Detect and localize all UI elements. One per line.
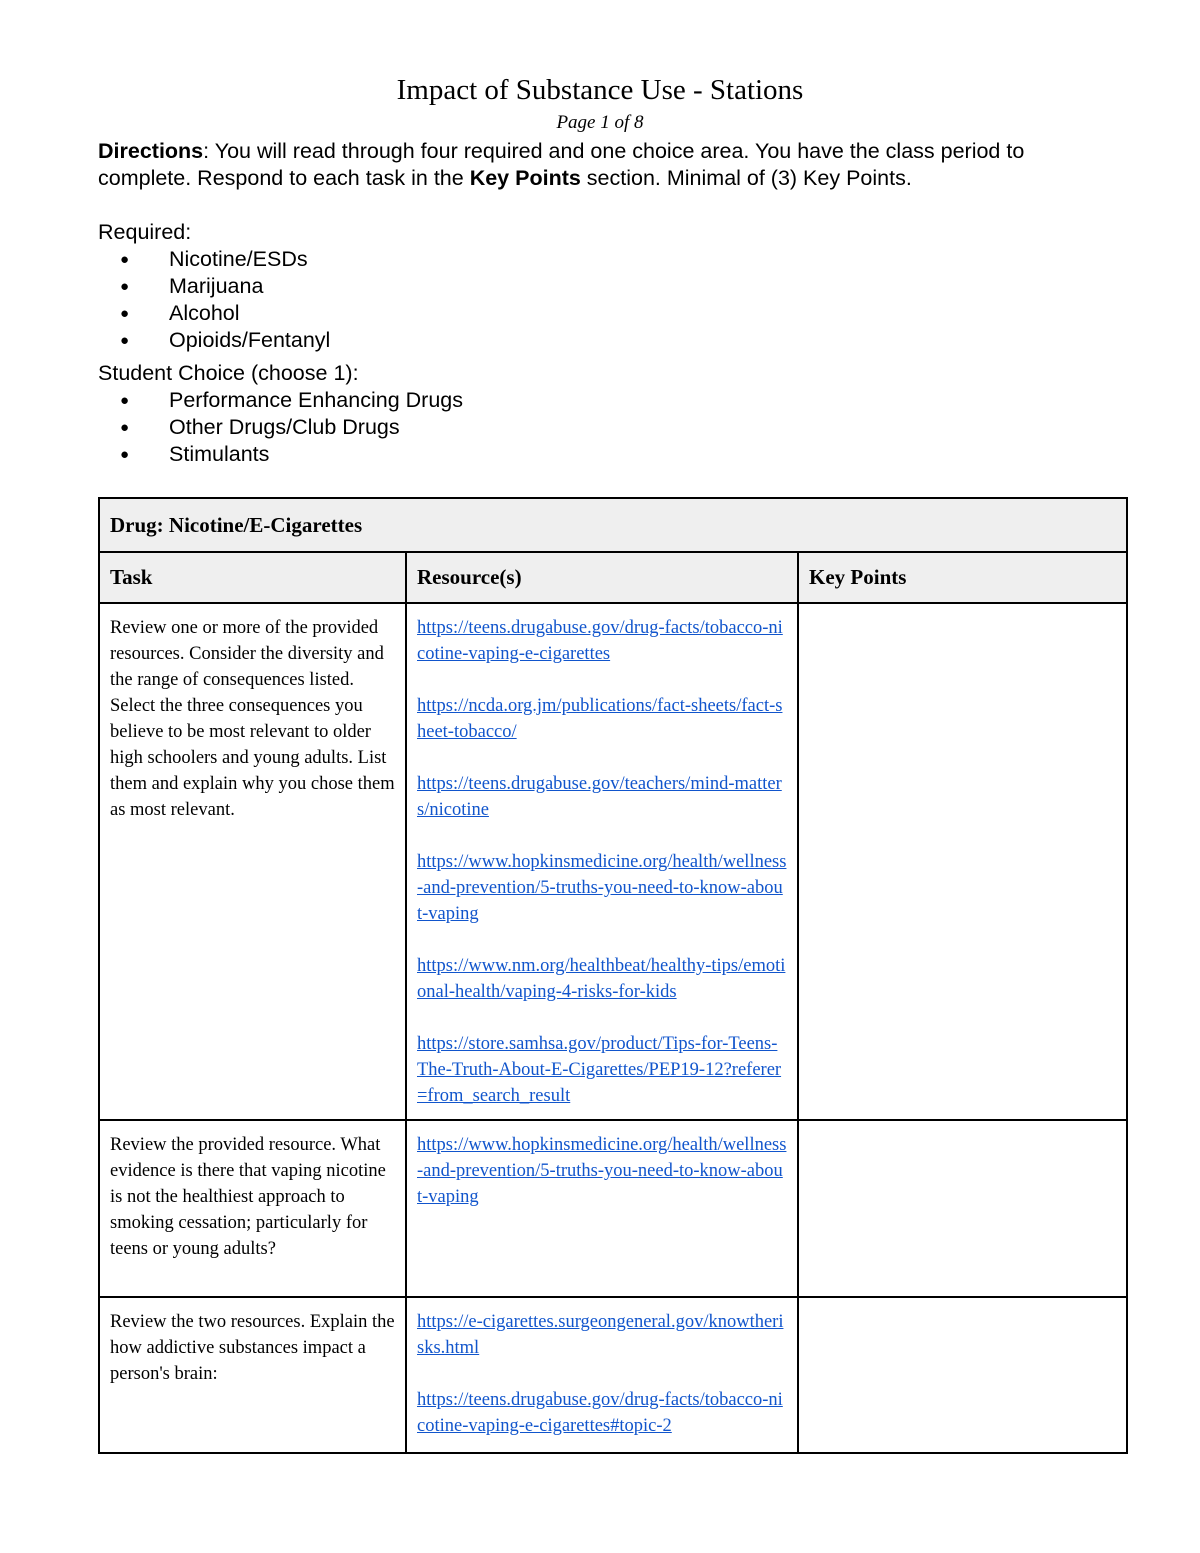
column-header-resources: Resource(s) (406, 552, 798, 603)
table-row (99, 1297, 1127, 1453)
column-header-task: Task (99, 552, 406, 603)
resource-link[interactable]: https://www.nm.org/healthbeat/healthy-tips/emotional-health/vaping-4-risks-for-kids (417, 956, 786, 1002)
table-row (99, 603, 1127, 1120)
resource-link[interactable]: https://teens.drugabuse.gov/teachers/mind-matters/nicotine (417, 774, 782, 820)
resource-link[interactable]: https://teens.drugabuse.gov/drug-facts/tobacco-nicotine-vaping-e-cigarettes (417, 618, 783, 664)
key-points-emphasis: Key Points (469, 166, 581, 190)
bullet-icon: ● (120, 251, 130, 268)
resource-link[interactable]: https://www.hopkinsmedicine.org/health/wellness-and-prevention/5-truths-you-need-to-know-about-vaping (417, 852, 787, 924)
key-points-cell[interactable] (798, 603, 1127, 1120)
bullet-icon: ● (120, 305, 130, 322)
list-item: ● Alcohol (120, 301, 240, 325)
drug-header: Drug: Nicotine/E-Cigarettes (99, 498, 1127, 552)
resources-cell (406, 1120, 798, 1297)
list-item: ● Stimulants (120, 442, 270, 466)
bullet-icon: ● (120, 419, 130, 436)
resource-link[interactable]: https://e-cigarettes.surgeongeneral.gov/knowtherisks.html (417, 1312, 784, 1358)
directions-paragraph (98, 138, 1108, 192)
bullet-icon: ● (120, 278, 130, 295)
bullet-icon: ● (120, 392, 130, 409)
bullet-icon: ● (120, 332, 130, 349)
list-item: ● Performance Enhancing Drugs (120, 388, 463, 412)
directions-text: : You will read through four required and one choice area. You have the class period to complete. Respond to each task in the (98, 139, 1025, 190)
list-item: ● Other Drugs/Club Drugs (120, 415, 400, 439)
directions-label: Directions (98, 139, 204, 163)
resources-cell (406, 603, 798, 1120)
list-item: ● Opioids/Fentanyl (120, 328, 331, 352)
choice-list (98, 387, 463, 468)
resource-link[interactable]: https://store.samhsa.gov/product/Tips-for-Teens-The-Truth-About-E-Cigarettes/PEP19-12?referer=from_search_result (417, 1034, 782, 1106)
task-cell: Review the provided resource. What evidence is there that vaping nicotine is not the healthiest approach to smoking cessation; particularly for teens or young adults? (99, 1120, 406, 1297)
page-title: Impact of Substance Use - Stations (396, 74, 804, 106)
required-label: Required: (98, 220, 192, 244)
key-points-cell[interactable] (798, 1120, 1127, 1297)
required-list (98, 246, 330, 354)
resources-cell (406, 1297, 798, 1453)
directions-text-end: section. Minimal of (3) Key Points. (580, 166, 912, 190)
student-choice-label: Student Choice (choose 1): (98, 361, 359, 385)
list-item: ● Nicotine/ESDs (120, 247, 308, 271)
resource-link[interactable]: https://teens.drugabuse.gov/drug-facts/tobacco-nicotine-vaping-e-cigarettes#topic-2 (417, 1390, 783, 1436)
table-row (99, 1120, 1127, 1297)
key-points-cell[interactable] (798, 1297, 1127, 1453)
resource-link[interactable]: https://ncda.org.jm/publications/fact-sheets/fact-sheet-tobacco/ (417, 696, 783, 742)
resource-link[interactable]: https://www.hopkinsmedicine.org/health/wellness-and-prevention/5-truths-you-need-to-know-about-vaping (417, 1135, 787, 1207)
page-number: Page 1 of 8 (556, 112, 644, 133)
drug-table (98, 497, 1128, 1454)
column-header-key-points: Key Points (798, 552, 1127, 603)
task-cell: Review one or more of the provided resources. Consider the diversity and the range of consequences listed. Select the three consequences you believe to be most relevant to older high schoolers and young adults. List them and explain why you chose them as most relevant. (99, 603, 406, 1120)
bullet-icon: ● (120, 446, 130, 463)
list-item: ● Marijuana (120, 274, 264, 298)
task-cell: Review the two resources. Explain the how addictive substances impact a person's brain: (99, 1297, 406, 1453)
